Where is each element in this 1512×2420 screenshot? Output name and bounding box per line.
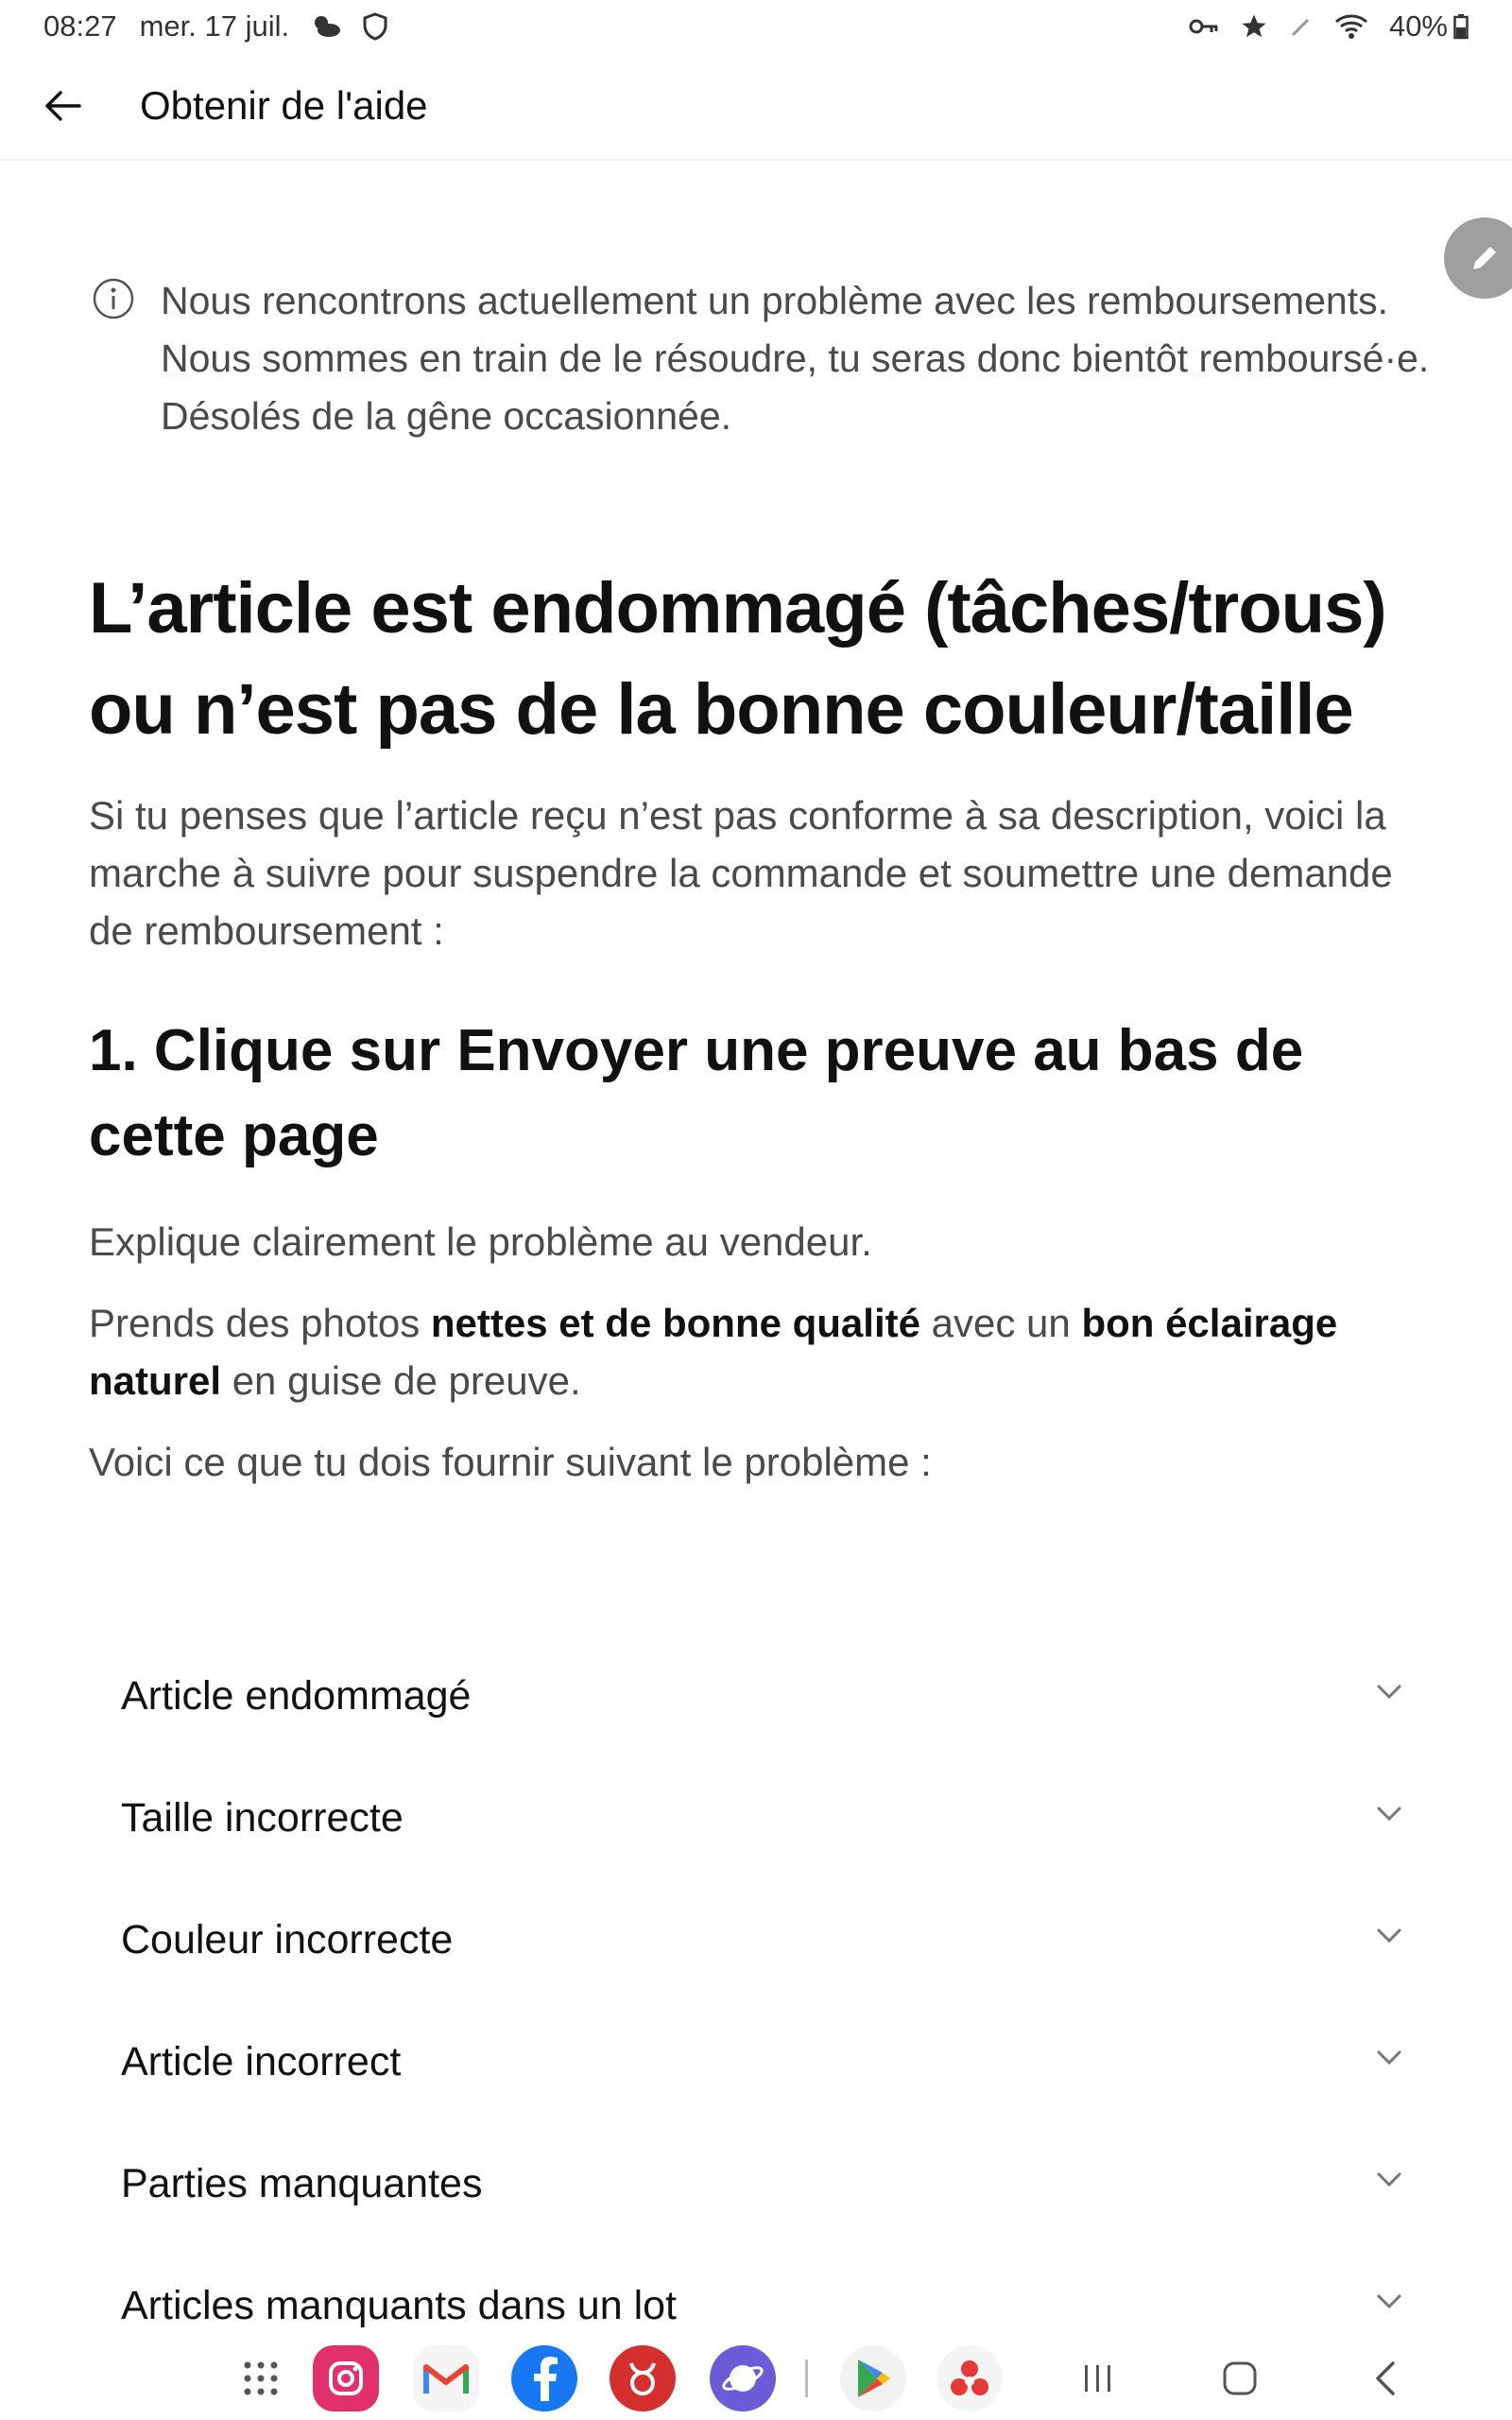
article-headline: L’article est endommagé (tâches/trous) ou n’est pas de la bonne couleur/taille (89, 568, 1386, 750)
recents-icon[interactable] (1064, 2344, 1132, 2412)
problem-accordion (89, 1635, 1431, 2367)
provide-text: Voici ce que tu dois fournir suivant le problème : (89, 1440, 932, 1484)
dock-divider (805, 2360, 808, 2397)
explain-text: Explique clairement le problème au vendeur. (89, 1219, 872, 1264)
instagram-icon[interactable] (312, 2344, 380, 2412)
accordion-label: Articles manquants dans un lot (121, 2283, 677, 2328)
photos-prefix: Prends des photos (89, 1301, 431, 1345)
samsung-internet-icon[interactable] (709, 2344, 777, 2412)
arrow-left-icon (43, 90, 81, 122)
red-circle-app-icon-bg (936, 2345, 1003, 2411)
chevron-down-icon (1370, 1673, 1408, 1711)
accordion-label: Article endommagé (121, 1673, 472, 1719)
shield-icon (363, 12, 387, 41)
key-icon (1189, 16, 1219, 37)
accordion-label: Parties manquantes (121, 2161, 483, 2206)
chevron-down-icon (1370, 1917, 1408, 1955)
apps-grid-icon[interactable] (227, 2344, 295, 2412)
photos-middle: avec un (919, 1301, 1082, 1345)
status-left (43, 9, 387, 43)
article-intro: Si tu penses que l’article reçu n’est pas conforme à sa description, voici la marche à suivre pour suspendre la commande et soumettre une demande de remboursement : (89, 793, 1393, 953)
photos-bold-quality: nettes et de bonne qualité (430, 1301, 920, 1345)
back-nav-icon[interactable] (1351, 2344, 1419, 2412)
battery-icon (1453, 13, 1469, 40)
status-date: mer. 17 juil. (139, 9, 290, 43)
weather-icon (310, 13, 342, 40)
pencil-icon (1466, 239, 1503, 277)
star-icon (1240, 12, 1268, 41)
page-title: Obtenir de l'aide (140, 83, 428, 128)
play-store-icon-bg (840, 2345, 906, 2411)
info-icon (91, 276, 136, 321)
accordion-item-damaged[interactable] (89, 1635, 1431, 1757)
photos-bold-lighting: bon éclairage naturel (89, 1301, 1338, 1403)
accordion-item-wrong-article[interactable] (89, 2001, 1431, 2123)
photos-suffix: en guise de preuve. (221, 1358, 581, 1403)
step-1-title: 1. Clique sur Envoyer une preuve au bas de cette page (89, 1018, 1304, 1168)
accordion-item-wrong-size[interactable] (89, 1757, 1431, 1879)
instagram-icon-bg (313, 2345, 379, 2411)
wifi-icon (1334, 13, 1368, 40)
play-store-icon[interactable] (839, 2344, 907, 2412)
facebook-icon[interactable] (510, 2344, 578, 2412)
chevron-down-icon (1370, 2161, 1408, 2199)
accordion-label: Article incorrect (121, 2039, 402, 2084)
accordion-item-missing-parts[interactable] (89, 2123, 1431, 2245)
status-right (1189, 9, 1469, 43)
notice-text: Nous rencontrons actuellement un problème avec les remboursements. Nous sommes en train de le résoudre, tu seras donc bientôt remboursé·e. Désolés de la gêne occasionnée. (161, 279, 1430, 438)
red-app-icon-bg (610, 2345, 676, 2411)
accordion-label: Taille incorrecte (121, 1795, 404, 1841)
battery-percent: 40% (1388, 9, 1448, 43)
chevron-down-icon (1370, 1795, 1408, 1833)
status-time: 08:27 (43, 9, 117, 43)
samsung-internet-icon-bg (710, 2345, 776, 2411)
chevron-down-icon (1370, 2039, 1408, 2077)
home-icon[interactable] (1206, 2344, 1274, 2412)
red-app-icon[interactable] (609, 2344, 677, 2412)
facebook-icon-bg (511, 2345, 577, 2411)
accordion-label: Couleur incorrecte (121, 1917, 454, 1962)
system-dock (0, 2333, 1512, 2420)
edit-floating-button[interactable] (1444, 217, 1512, 299)
app-bar (0, 53, 1512, 161)
status-bar (0, 0, 1512, 53)
chevron-down-icon (1370, 2283, 1408, 2321)
refund-notice (91, 272, 1433, 445)
back-button[interactable] (32, 76, 93, 136)
pen-icon (1289, 14, 1314, 39)
gmail-icon-bg (413, 2345, 479, 2411)
accordion-item-wrong-color[interactable] (89, 1879, 1431, 2001)
gmail-icon[interactable] (412, 2344, 480, 2412)
red-circle-app-icon[interactable] (936, 2344, 1004, 2412)
article-content (89, 558, 1440, 1491)
photos-text (89, 1294, 1440, 1409)
